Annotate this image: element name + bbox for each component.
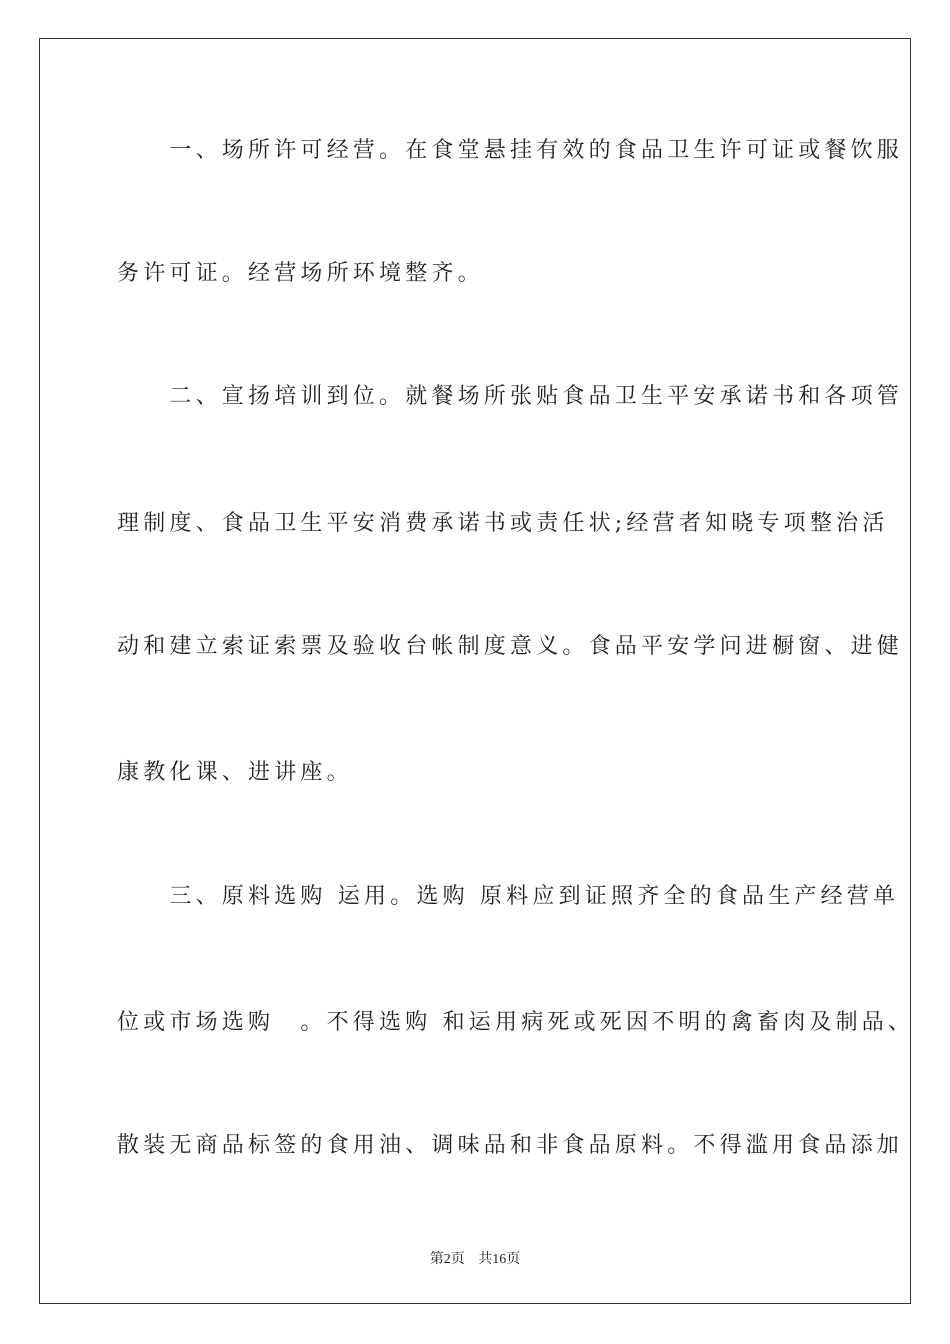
text-line: 散装无商品标签的食用油、调味品和非食品原料。不得滥用食品添加 [117,1133,904,1158]
text-line: 一、场所许可经营。在食堂悬挂有效的食品卫生许可证或餐饮服 [117,138,904,163]
text-line: 康教化课、进讲座。 [117,760,353,785]
page-number: 第2页 [429,1252,465,1267]
page-border [39,38,915,1304]
text-line: 三、原料选购 运用。选购 原料应到证照齐全的食品生产经营单 [117,884,900,909]
text-line: 位或市场选购 。不得选购 和运用病死或死因不明的禽畜肉及制品、 [117,1010,915,1035]
text-line: 二、宣扬培训到位。就餐场所张贴食品卫生平安承诺书和各项管 [117,384,904,409]
text-line: 理制度、食品卫生平安消费承诺书或责任状;经营者知晓专项整治活 [117,511,889,536]
text-line: 动和建立索证索票及验收台帐制度意义。食品平安学问进橱窗、进健 [117,634,904,659]
page-footer [0,1248,950,1268]
text-line: 务许可证。经营场所环境整齐。 [117,261,484,286]
page-total: 共16页 [478,1252,521,1267]
